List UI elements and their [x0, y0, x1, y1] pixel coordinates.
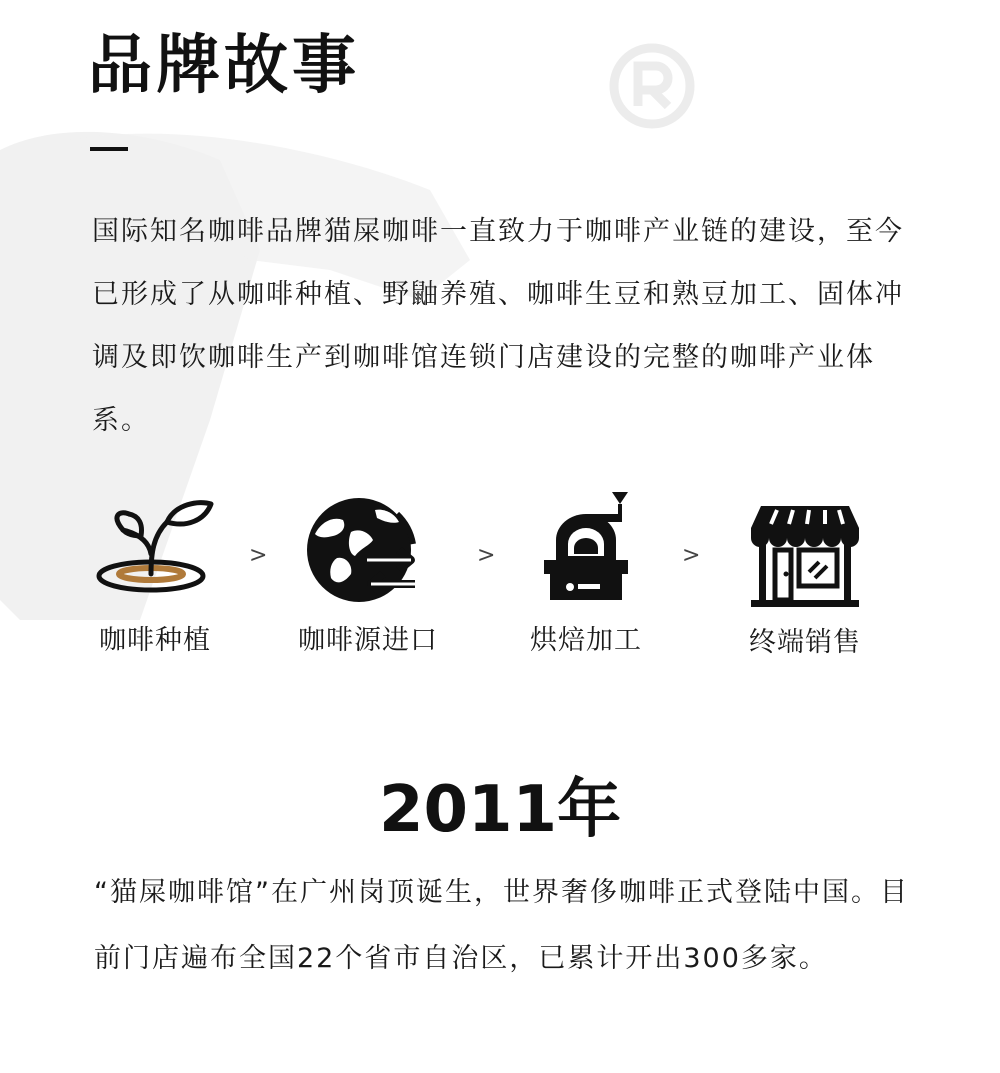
page-title: 品牌故事: [88, 29, 360, 103]
step-roasting: [516, 486, 656, 657]
title-divider: [90, 147, 128, 151]
chain-arrow: >: [249, 543, 268, 568]
chain-arrow: >: [477, 543, 496, 568]
roaster-icon: [536, 486, 636, 606]
intro-paragraph: 国际知名咖啡品牌猫屎咖啡一直致力于咖啡产业链的建设，至今已形成了从咖啡种植、野鼬养殖、咖啡生豆和熟豆加工、固体冲调及即饮咖啡生产到咖啡馆连锁门店建设的完整的咖啡产业体系。: [92, 216, 904, 436]
step-import: [288, 494, 448, 657]
step-label: 终端销售: [749, 627, 861, 658]
step-retail: [735, 500, 875, 659]
milestone-paragraph: “猫屎咖啡馆”在广州岗顶诞生，世界奢侈咖啡正式登陆中国。目前门店遍布全国22个省市自治区，已累计开出300多家。: [94, 877, 909, 974]
sprout-icon: [95, 494, 215, 606]
step-label: 烘焙加工: [530, 625, 642, 656]
globe-import-icon: [303, 494, 433, 606]
milestone-year: 2011年: [378, 773, 622, 847]
registered-mark-icon: [614, 48, 690, 124]
chain-arrow: >: [682, 543, 701, 568]
storefront-icon: [747, 500, 863, 608]
step-label: 咖啡种植: [99, 625, 211, 656]
step-label: 咖啡源进口: [298, 625, 438, 656]
step-planting: [90, 494, 220, 657]
